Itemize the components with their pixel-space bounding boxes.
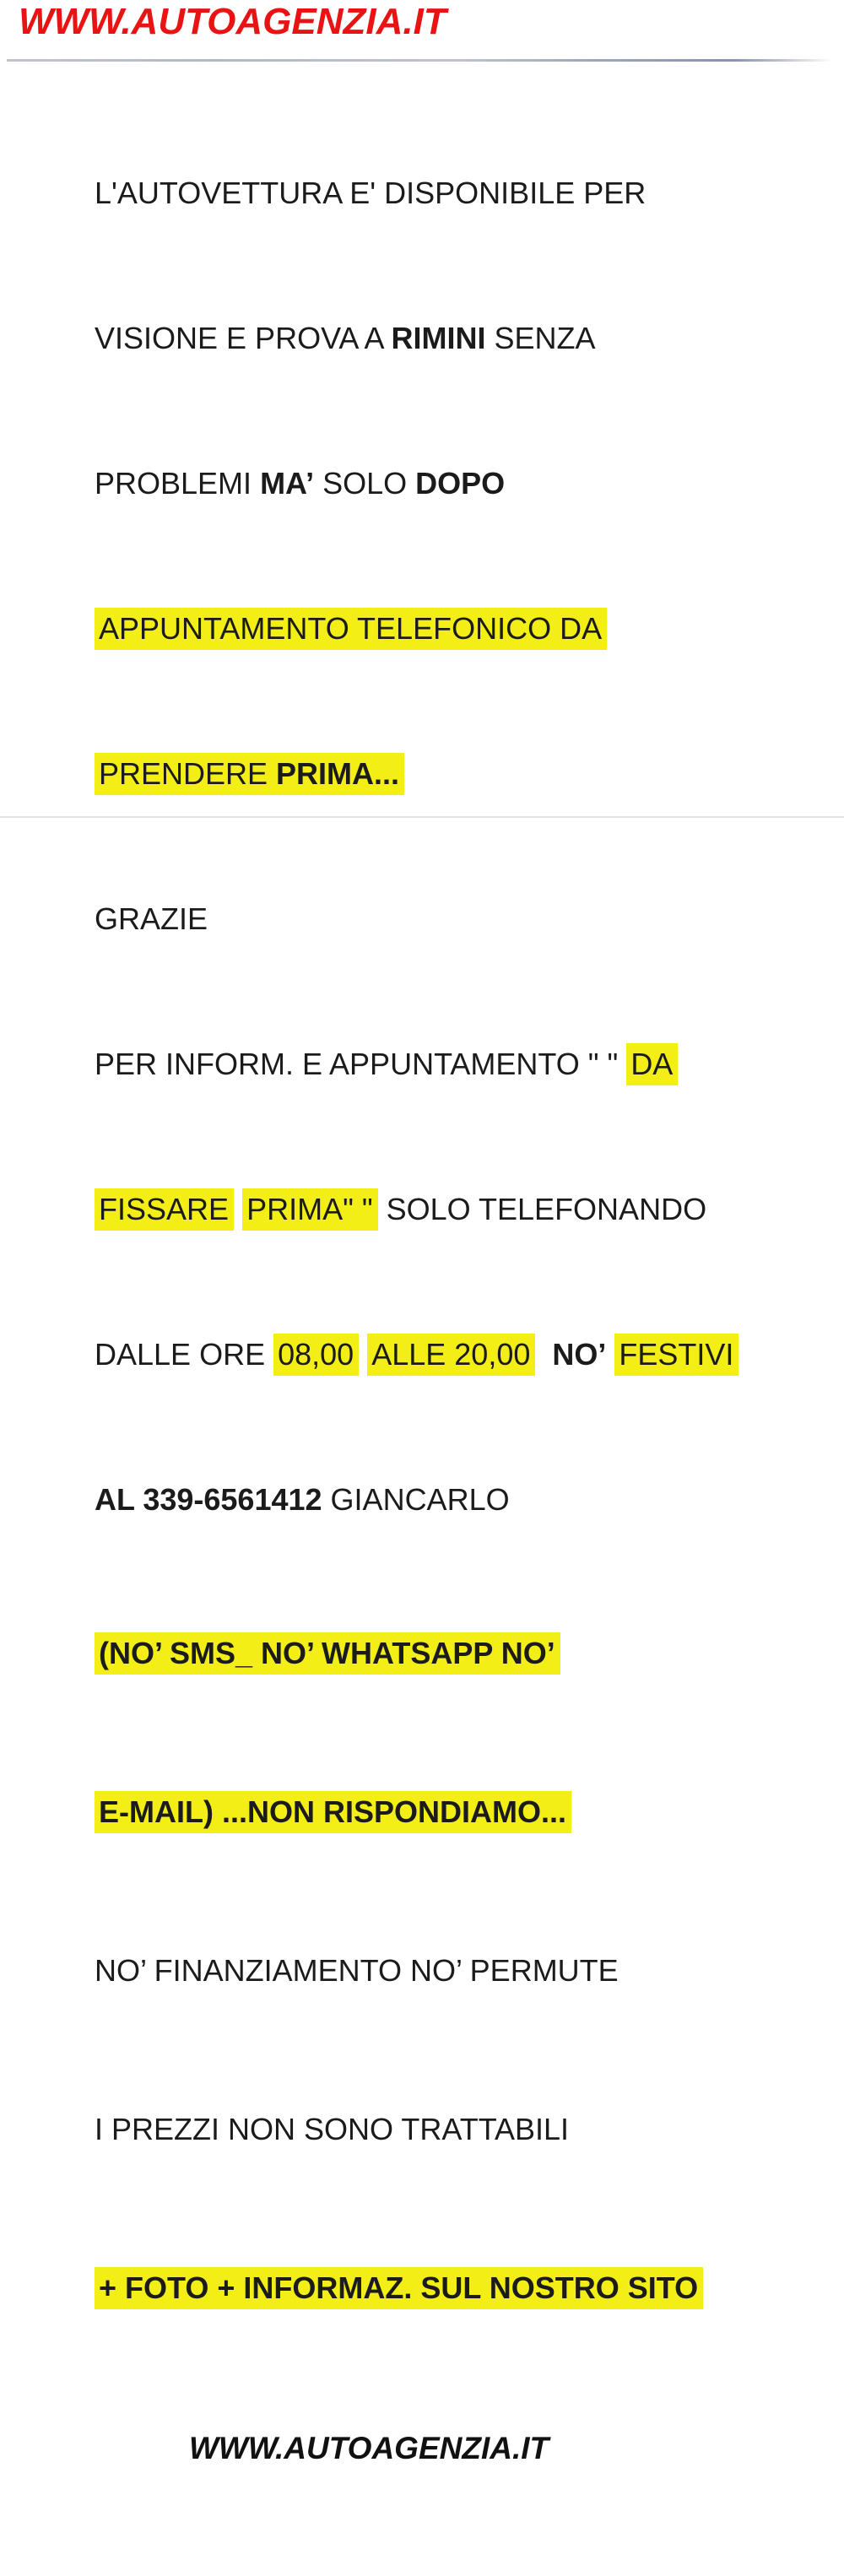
text-line xyxy=(95,900,837,939)
text-line-highlighted xyxy=(95,755,837,793)
website-url-header: WWW.AUTOAGENZIA.IT xyxy=(19,1,446,42)
text-line xyxy=(95,1190,837,1229)
highlighted-segment xyxy=(95,753,404,795)
highlighted-segment: (NO’ SMS_ NO’ WHATSAPP NO’ xyxy=(95,1632,560,1675)
highlighted-segment: DA xyxy=(626,1043,678,1085)
text-segment: I PREZZI NON SONO TRATTABILI xyxy=(95,2112,570,2146)
highlighted-segment: PRIMA" " xyxy=(242,1188,378,1231)
text-line-highlighted xyxy=(95,609,837,648)
text-segment-bold: DOPO xyxy=(415,466,506,501)
text-line-highlighted xyxy=(95,2269,837,2308)
text-segment xyxy=(606,1337,614,1372)
text-segment xyxy=(535,1337,552,1372)
text-segment: SENZA xyxy=(485,321,596,355)
scan-bottom-edge xyxy=(0,816,844,818)
text-segment xyxy=(359,1337,367,1372)
highlighted-segment: + FOTO + INFORMAZ. SUL NOSTRO SITO xyxy=(95,2267,703,2309)
ad-body-text xyxy=(95,68,837,2576)
contact-name: GIANCARLO xyxy=(322,1482,510,1517)
closing-hour: ALLE 20,00 xyxy=(367,1334,535,1376)
highlighted-segment: APPUNTAMENTO TELEFONICO DA xyxy=(95,608,607,650)
website-url-footer: WWW.AUTOAGENZIA.IT xyxy=(189,2431,549,2465)
city-name: RIMINI xyxy=(391,321,486,355)
text-line-highlighted xyxy=(95,1634,837,1673)
text-segment: GRAZIE xyxy=(95,901,208,936)
text-line xyxy=(95,174,837,213)
text-segment xyxy=(234,1192,242,1226)
text-line xyxy=(95,1951,837,1990)
text-segment: VISIONE E PROVA A xyxy=(95,321,392,355)
text-line xyxy=(95,2110,837,2149)
text-line-highlighted xyxy=(95,1793,837,1832)
text-line xyxy=(95,1480,837,1519)
text-line xyxy=(95,319,837,358)
text-segment-bold: NO’ xyxy=(552,1337,607,1372)
highlighted-segment: FESTIVI xyxy=(614,1334,738,1376)
text-segment: NO’ FINANZIAMENTO NO’ PERMUTE xyxy=(95,1953,619,1988)
text-segment: PER INFORM. E APPUNTAMENTO " " xyxy=(95,1047,627,1081)
highlighted-segment: FISSARE xyxy=(95,1188,234,1231)
text-segment: PROBLEMI xyxy=(95,466,261,501)
text-line xyxy=(95,1045,837,1084)
text-line xyxy=(95,464,837,503)
text-segment-bold: PRIMA... xyxy=(276,756,400,791)
highlighted-segment: E-MAIL) ...NON RISPONDIAMO... xyxy=(95,1791,571,1833)
text-line xyxy=(95,1335,837,1374)
opening-hour: 08,00 xyxy=(273,1334,359,1376)
text-segment: L'AUTOVETTURA E' DISPONIBILE PER xyxy=(95,176,647,210)
text-segment: SOLO TELEFONANDO xyxy=(377,1192,707,1226)
text-segment-bold: MA’ xyxy=(260,466,315,501)
horizontal-divider xyxy=(7,59,832,62)
text-segment: PRENDERE xyxy=(99,756,277,791)
text-segment: SOLO xyxy=(314,466,416,501)
phone-number: AL 339-6561412 xyxy=(95,1482,322,1517)
text-segment: DALLE ORE xyxy=(95,1337,274,1372)
